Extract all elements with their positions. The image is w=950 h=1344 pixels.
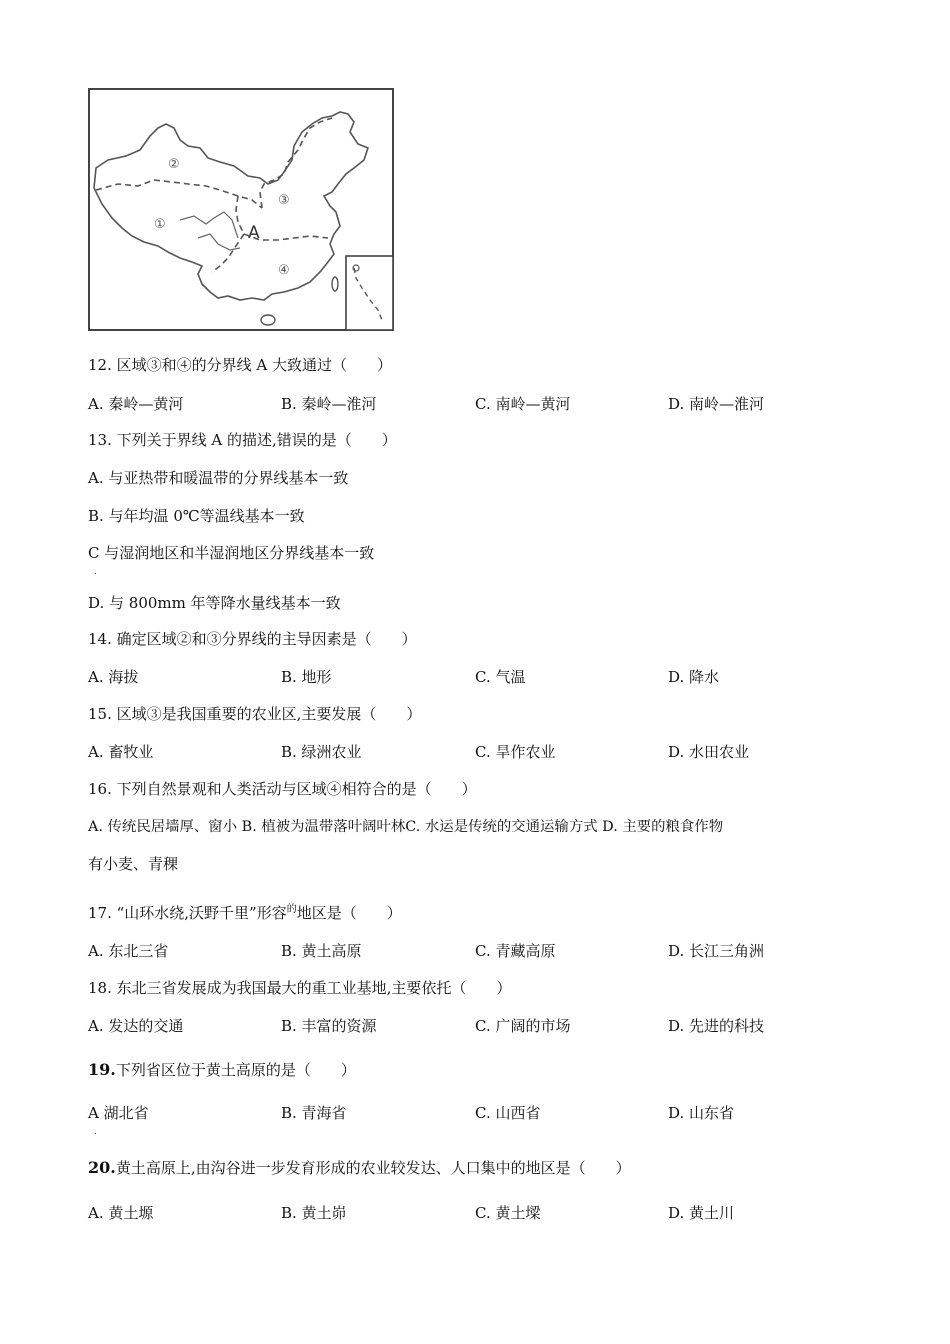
q20-number: 20. <box>88 1158 116 1177</box>
map-label-4: ④ <box>278 263 290 278</box>
q19-option-b: B. 青海省 <box>281 1104 347 1122</box>
q15-option-d: D. 水田农业 <box>668 743 750 761</box>
question-18-stem: 18. 东北三省发展成为我国最大的重工业基地,主要依托（ ） <box>88 979 512 997</box>
q19-option-a: A 湖北省 <box>88 1104 149 1122</box>
q17-option-a: A. 东北三省 <box>88 942 169 960</box>
q20-option-c: C. 黄土墚 <box>475 1204 541 1222</box>
q20-stem-text: 黄土高原上,由沟谷进一步发育形成的农业较发达、人口集中的地区是（ ） <box>115 1159 631 1177</box>
q16-options-line2: 有小麦、青稞 <box>88 855 179 873</box>
q17-option-b: B. 黄土高原 <box>281 942 362 960</box>
q15-option-b: B. 绿洲农业 <box>281 743 362 761</box>
q13-option-a: A. 与亚热带和暖温带的分界线基本一致 <box>88 469 349 487</box>
q14-option-d: D. 降水 <box>668 668 720 686</box>
q13-option-c: C 与湿润地区和半湿润地区分界线基本一致 <box>88 544 375 562</box>
q17-option-d: D. 长江三角洲 <box>668 942 765 960</box>
q13-option-b: B. 与年均温 0℃等温线基本一致 <box>88 507 305 525</box>
q14-option-a: A. 海拔 <box>88 668 139 686</box>
q18-option-a: A. 发达的交通 <box>88 1017 184 1035</box>
q17-stem-part2: 地区是（ ） <box>296 904 402 922</box>
q20-option-d: D. 黄土川 <box>668 1204 735 1222</box>
q12-option-d: D. 南岭—淮河 <box>668 395 765 413</box>
q18-option-c: C. 广阔的市场 <box>475 1017 571 1035</box>
question-19-stem <box>88 1060 356 1080</box>
china-region-map <box>88 88 394 331</box>
q19-stem-text: 下列省区位于黄土高原的是（ ） <box>115 1061 356 1079</box>
q19-number: 19. <box>88 1060 116 1079</box>
question-16-stem: 16. 下列自然景观和人类活动与区域④相符合的是（ ） <box>88 780 477 798</box>
stray-dot-2: . <box>94 1127 97 1136</box>
q20-option-a: A. 黄土塬 <box>88 1204 154 1222</box>
q14-option-c: C. 气温 <box>475 668 526 686</box>
q12-option-c: C. 南岭—黄河 <box>475 395 571 413</box>
stray-dot: . <box>94 567 97 576</box>
question-20-stem <box>88 1158 631 1178</box>
question-17-stem <box>88 900 402 923</box>
q19-option-d: D. 山东省 <box>668 1104 735 1122</box>
q15-option-c: C. 旱作农业 <box>475 743 556 761</box>
q14-option-b: B. 地形 <box>281 668 332 686</box>
q20-option-b: B. 黄土峁 <box>281 1204 347 1222</box>
map-label-3: ③ <box>278 193 290 208</box>
q17-option-c: C. 青藏高原 <box>475 942 556 960</box>
q18-option-d: D. 先进的科技 <box>668 1017 765 1035</box>
q17-stem-part1: 17. “山环水绕,沃野千里”形容 <box>88 904 287 922</box>
q12-option-a: A. 秦岭—黄河 <box>88 395 184 413</box>
q19-option-c: C. 山西省 <box>475 1104 541 1122</box>
q16-options-line1: A. 传统民居墙厚、窗小 B. 植被为温带落叶阔叶林C. 水运是传统的交通运输方式 D. 主要的粮食作物 <box>88 819 724 835</box>
question-14-stem: 14. 确定区域②和③分界线的主导因素是（ ） <box>88 630 417 648</box>
question-15-stem: 15. 区域③是我国重要的农业区,主要发展（ ） <box>88 705 422 723</box>
map-label-1: ① <box>154 217 166 232</box>
map-label-A: A <box>248 223 260 243</box>
q18-option-b: B. 丰富的资源 <box>281 1017 377 1035</box>
question-13-stem: 13. 下列关于界线 A 的描述,错误的是（ ） <box>88 431 397 449</box>
q17-stem-sup: 的 <box>286 904 297 915</box>
map-label-2: ② <box>168 157 180 172</box>
q15-option-a: A. 畜牧业 <box>88 743 154 761</box>
q13-option-d: D. 与 800mm 年等降水量线基本一致 <box>88 594 341 612</box>
question-12-stem: 12. 区域③和④的分界线 A 大致通过（ ） <box>88 356 392 374</box>
q12-option-b: B. 秦岭—淮河 <box>281 395 377 413</box>
